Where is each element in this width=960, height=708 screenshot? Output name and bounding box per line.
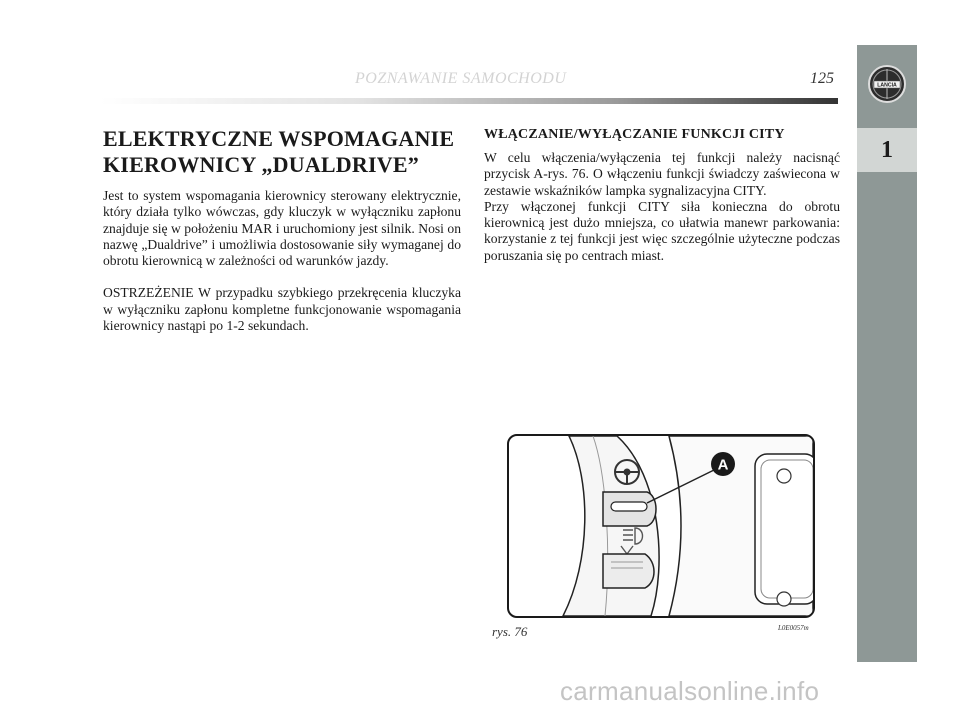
figure-code: L0E0057m	[778, 624, 809, 632]
callout-label: A	[717, 456, 729, 474]
logo-container	[857, 45, 917, 123]
header-divider	[100, 98, 838, 104]
city-button-icon	[603, 492, 656, 526]
section-heading	[103, 126, 461, 178]
intro-paragraph: Jest to system wspomagania kierownicy sterowany elektrycznie, który działa tylko wówczas, gdy kluczyk w wyłączniku zapłonu znajduje się w położeniu MAR i uruchomiony jest silnik. Nosi on nazwę „Dualdrive” i umożliwia dostosowanie siły wymaganej do obrotu kierownicą w zależności od warunków jazdy.	[103, 188, 461, 269]
warning-paragraph: OSTRZEŻENIE W przypadku szybkiego przekręcenia kluczyka w wyłączniku zapłonu kompletne funkcjonowanie wspomagania kierownicy nastąpi po 1-2 sekundach.	[103, 285, 461, 334]
chapter-number: 1	[857, 128, 917, 172]
heading-line-2: KIEROWNICY „DUALDRIVE”	[103, 152, 419, 177]
figure-caption: rys. 76	[492, 624, 528, 639]
page-number: 125	[810, 70, 834, 87]
left-column	[103, 126, 461, 334]
right-column	[484, 126, 840, 264]
city-effect-paragraph: Przy włączonej funkcji CITY siła konieczna do obrotu kierownicą jest dużo mniejsza, co ułatwia manewr parkowania: korzystanie z tej funkcji jest więc szczególnie użyteczne podczas poruszania się po centrach miast.	[484, 198, 840, 263]
dashboard-switch-illustration	[509, 436, 813, 616]
lancia-shield-logo-icon	[867, 64, 907, 104]
city-instructions-paragraph: W celu włączenia/wyłączenia tej funkcji należy nacisnąć przycisk A-rys. 76. O włączeniu funkcji świadczy zaświecona w zestawie wskaźników lampka sygnalizacyjna CITY.	[484, 150, 840, 198]
watermark-text: carmanualsonline.info	[560, 676, 820, 706]
sub-heading: WŁĄCZANIE/WYŁĄCZANIE FUNKCJI CITY	[484, 127, 785, 142]
chapter-side-tab	[857, 45, 917, 662]
figure-76-illustration	[507, 434, 815, 618]
logo-text: LANCIA	[877, 82, 897, 89]
running-header-title: POZNAWANIE SAMOCHODU	[355, 70, 567, 87]
heading-line-1: ELEKTRYCZNE WSPOMAGANIE	[103, 126, 455, 151]
callout-a-marker	[711, 452, 735, 476]
